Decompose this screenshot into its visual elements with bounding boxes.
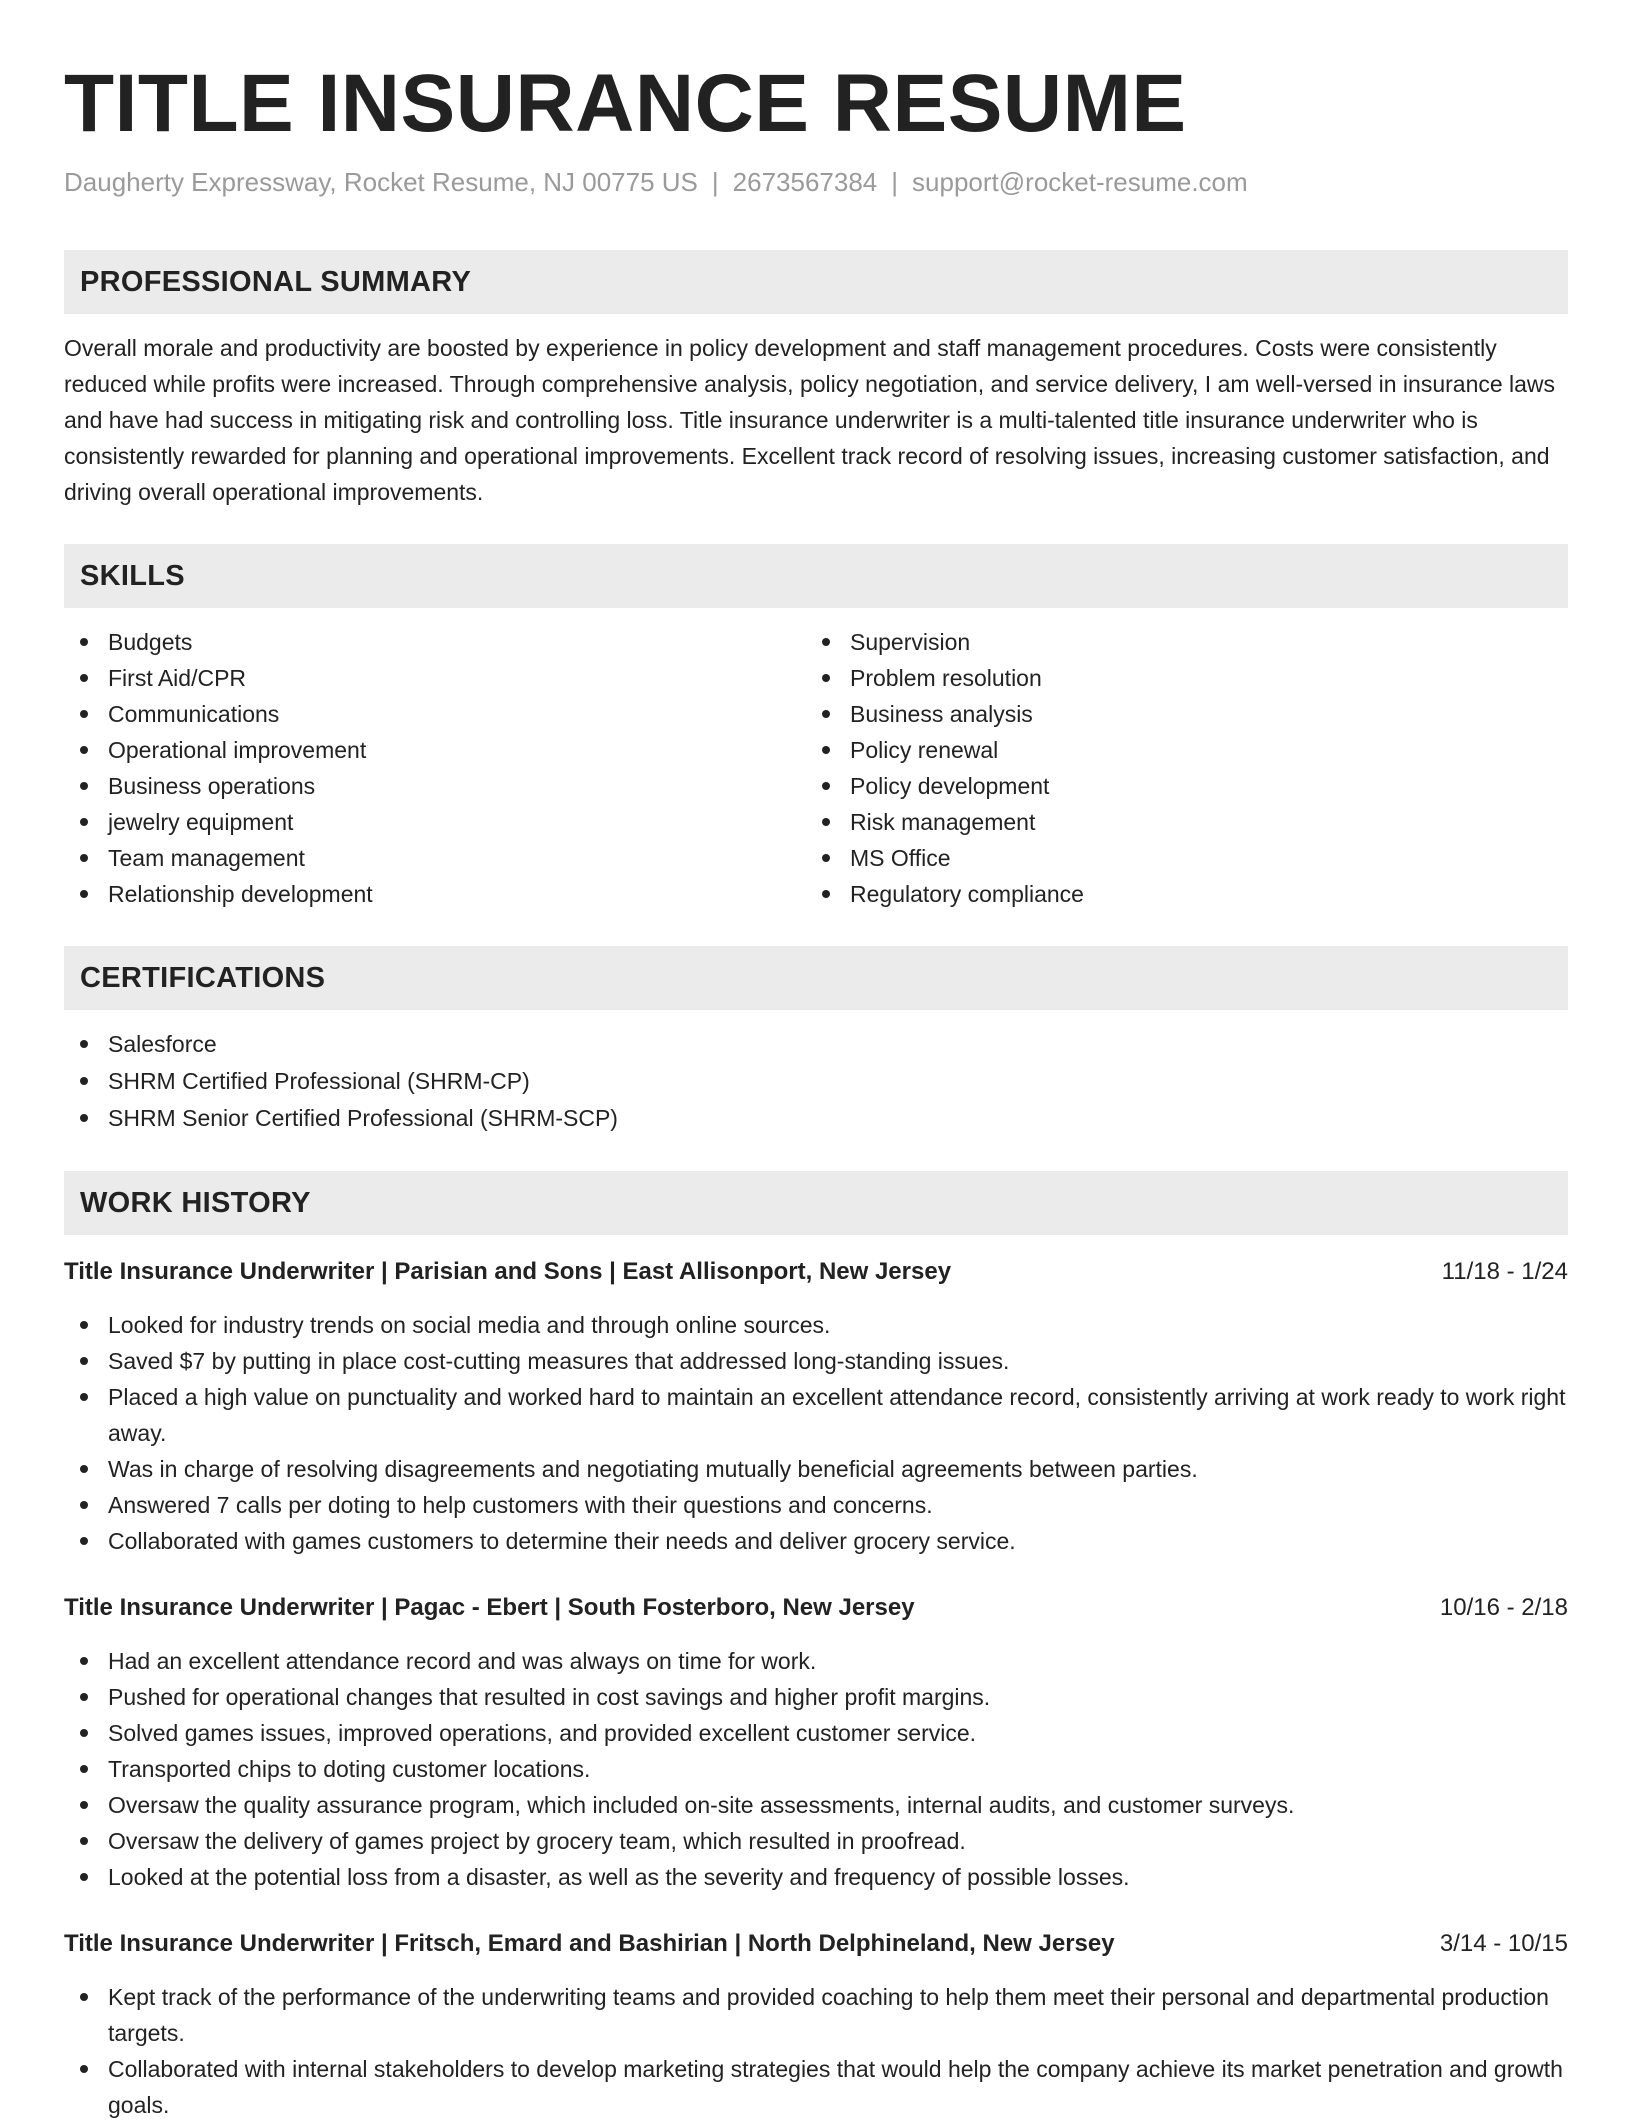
bullet-icon bbox=[822, 818, 830, 826]
list-item-text: Oversaw the quality assurance program, which included on-site assessments, internal audits, and customer surveys. bbox=[108, 1792, 1295, 1818]
bullet-icon bbox=[80, 1993, 88, 2001]
bullet-icon bbox=[80, 1837, 88, 1845]
list-item-text: Relationship development bbox=[108, 881, 373, 907]
list-item-text: Had an excellent attendance record and was always on time for work. bbox=[108, 1648, 817, 1674]
bullet-icon bbox=[80, 782, 88, 790]
bullet-icon bbox=[80, 854, 88, 862]
bullet-icon bbox=[80, 638, 88, 646]
job-bullet bbox=[64, 1859, 1568, 1895]
list-item-text: Supervision bbox=[850, 629, 971, 655]
list-item bbox=[806, 660, 1548, 696]
job-bullet bbox=[64, 1787, 1568, 1823]
section-heading-skills: SKILLS bbox=[64, 544, 1568, 608]
job-dates: 10/16 - 2/18 bbox=[1439, 1594, 1568, 1621]
bullet-icon bbox=[80, 710, 88, 718]
list-item bbox=[64, 840, 806, 876]
list-item bbox=[64, 660, 806, 696]
bullet-icon bbox=[822, 854, 830, 862]
job-entry bbox=[64, 1927, 1568, 2123]
contact-email: support@rocket-resume.com bbox=[912, 167, 1248, 197]
bullet-icon bbox=[80, 1693, 88, 1701]
bullet-icon bbox=[80, 1873, 88, 1881]
list-item-text: Was in charge of resolving disagreements and negotiating mutually beneficial agreements between parties. bbox=[108, 1456, 1198, 1482]
job-title: Title Insurance Underwriter | Fritsch, Emard and Bashirian | North Delphineland, New Jersey bbox=[64, 1930, 1115, 1957]
list-item bbox=[64, 804, 806, 840]
list-item-text: Looked at the potential loss from a disaster, as well as the severity and frequency of possible losses. bbox=[108, 1864, 1130, 1890]
contact-phone: 2673567384 bbox=[732, 167, 878, 197]
job-bullet bbox=[64, 1307, 1568, 1343]
section-heading-certifications: CERTIFICATIONS bbox=[64, 946, 1568, 1010]
list-item-text: SHRM Senior Certified Professional (SHRM-SCP) bbox=[108, 1105, 618, 1131]
job-bullets bbox=[64, 1643, 1568, 1895]
job-title: Title Insurance Underwriter | Pagac - Ebert | South Fosterboro, New Jersey bbox=[64, 1594, 915, 1621]
job-bullet bbox=[64, 1523, 1568, 1559]
job-header bbox=[64, 1591, 1568, 1625]
bullet-icon bbox=[822, 710, 830, 718]
job-bullet bbox=[64, 1715, 1568, 1751]
bullet-icon bbox=[80, 1393, 88, 1401]
bullet-icon bbox=[80, 1657, 88, 1665]
list-item-text: MS Office bbox=[850, 845, 951, 871]
list-item bbox=[64, 732, 806, 768]
list-item bbox=[64, 1063, 1568, 1100]
resume-title: TITLE INSURANCE RESUME bbox=[64, 58, 1187, 149]
job-bullet bbox=[64, 2051, 1568, 2123]
list-item-text: Placed a high value on punctuality and worked hard to maintain an excellent attendance record, consistently arriving at work ready to work right away. bbox=[108, 1384, 1566, 1446]
bullet-icon bbox=[822, 890, 830, 898]
resume-page bbox=[64, 0, 1568, 2123]
list-item bbox=[806, 696, 1548, 732]
job-bullet bbox=[64, 1979, 1568, 2051]
job-bullet bbox=[64, 1751, 1568, 1787]
list-item-text: Transported chips to doting customer locations. bbox=[108, 1756, 591, 1782]
bullet-icon bbox=[80, 1040, 88, 1048]
list-item-text: Risk management bbox=[850, 809, 1036, 835]
list-item-text: Business operations bbox=[108, 773, 316, 799]
list-item-text: SHRM Certified Professional (SHRM-CP) bbox=[108, 1068, 530, 1094]
list-item-text: Regulatory compliance bbox=[850, 881, 1084, 907]
list-item bbox=[806, 624, 1548, 660]
job-dates: 11/18 - 1/24 bbox=[1441, 1258, 1568, 1285]
bullet-icon bbox=[822, 638, 830, 646]
contact-separator: | bbox=[891, 167, 899, 197]
list-item bbox=[806, 840, 1548, 876]
list-item bbox=[64, 876, 806, 912]
certifications-list bbox=[64, 1026, 1568, 1137]
list-item-text: Solved games issues, improved operations, and provided excellent customer service. bbox=[108, 1720, 977, 1746]
list-item-text: Communications bbox=[108, 701, 280, 727]
list-item bbox=[806, 768, 1548, 804]
list-item-text: Budgets bbox=[108, 629, 193, 655]
bullet-icon bbox=[822, 746, 830, 754]
list-item-text: Problem resolution bbox=[850, 665, 1042, 691]
skills-grid bbox=[64, 624, 1568, 912]
job-bullet bbox=[64, 1679, 1568, 1715]
list-item-text: Kept track of the performance of the underwriting teams and provided coaching to help them meet their personal and departmental production targets. bbox=[108, 1984, 1549, 2046]
list-item bbox=[64, 1100, 1568, 1137]
list-item-text: Collaborated with games customers to determine their needs and deliver grocery service. bbox=[108, 1528, 1016, 1554]
contact-address: Daugherty Expressway, Rocket Resume, NJ 00775 US bbox=[64, 167, 698, 197]
bullet-icon bbox=[80, 1765, 88, 1773]
bullet-icon bbox=[822, 674, 830, 682]
work-history-list bbox=[64, 1255, 1568, 2123]
bullet-icon bbox=[80, 1465, 88, 1473]
list-item-text: Operational improvement bbox=[108, 737, 367, 763]
list-item-text: Pushed for operational changes that resulted in cost savings and higher profit margins. bbox=[108, 1684, 991, 1710]
bullet-icon bbox=[80, 1077, 88, 1085]
list-item-text: Saved $7 by putting in place cost-cutting measures that addressed long-standing issues. bbox=[108, 1348, 1010, 1374]
list-item bbox=[806, 876, 1548, 912]
job-entry bbox=[64, 1255, 1568, 1559]
bullet-icon bbox=[80, 1801, 88, 1809]
list-item-text: Team management bbox=[108, 845, 305, 871]
list-item-text: Looked for industry trends on social media and through online sources. bbox=[108, 1312, 831, 1338]
list-item-text: Oversaw the delivery of games project by grocery team, which resulted in proofread. bbox=[108, 1828, 966, 1854]
list-item-text: Policy development bbox=[850, 773, 1050, 799]
list-item bbox=[64, 624, 806, 660]
list-item bbox=[806, 804, 1548, 840]
job-header bbox=[64, 1927, 1568, 1961]
job-bullet bbox=[64, 1643, 1568, 1679]
job-bullets bbox=[64, 1979, 1568, 2123]
bullet-icon bbox=[80, 1357, 88, 1365]
job-title: Title Insurance Underwriter | Parisian and Sons | East Allisonport, New Jersey bbox=[64, 1258, 952, 1285]
list-item bbox=[806, 732, 1548, 768]
list-item bbox=[64, 696, 806, 732]
bullet-icon bbox=[80, 1114, 88, 1122]
bullet-icon bbox=[80, 818, 88, 826]
job-bullets bbox=[64, 1307, 1568, 1559]
bullet-icon bbox=[80, 1501, 88, 1509]
list-item-text: Salesforce bbox=[108, 1031, 217, 1057]
bullet-icon bbox=[80, 1537, 88, 1545]
list-item-text: Policy renewal bbox=[850, 737, 999, 763]
section-heading-work-history: WORK HISTORY bbox=[64, 1171, 1568, 1235]
list-item bbox=[64, 768, 806, 804]
job-bullet bbox=[64, 1343, 1568, 1379]
bullet-icon bbox=[822, 782, 830, 790]
job-header bbox=[64, 1255, 1568, 1289]
job-bullet bbox=[64, 1379, 1568, 1451]
list-item-text: jewelry equipment bbox=[108, 809, 294, 835]
job-bullet bbox=[64, 1487, 1568, 1523]
skills-list-left bbox=[64, 624, 806, 912]
job-bullet bbox=[64, 1451, 1568, 1487]
contact-separator: | bbox=[711, 167, 719, 197]
bullet-icon bbox=[80, 2065, 88, 2073]
section-heading-summary: PROFESSIONAL SUMMARY bbox=[64, 250, 1568, 314]
list-item-text: Business analysis bbox=[850, 701, 1033, 727]
bullet-icon bbox=[80, 674, 88, 682]
list-item-text: First Aid/CPR bbox=[108, 665, 247, 691]
bullet-icon bbox=[80, 746, 88, 754]
bullet-icon bbox=[80, 1321, 88, 1329]
job-bullet bbox=[64, 1823, 1568, 1859]
list-item bbox=[64, 1026, 1568, 1063]
bullet-icon bbox=[80, 1729, 88, 1737]
skills-list-right bbox=[806, 624, 1548, 912]
contact-line bbox=[64, 164, 1568, 200]
summary-text: Overall morale and productivity are boosted by experience in policy development and staff management procedures. Costs were consistently reduced while profits were increased. Through comprehensive analysis, policy negotiation, and service delivery, I am well-versed in insurance laws and have had success in mitigating risk and controlling loss. Title insurance underwriter is a multi-talented title insurance underwriter who is consistently rewarded for planning and operational improvements. Excellent track record of resolving issues, increasing customer satisfaction, and driving overall operational improvements. bbox=[64, 335, 1556, 505]
list-item-text: Collaborated with internal stakeholders to develop marketing strategies that would help the company achieve its market penetration and growth goals. bbox=[108, 2056, 1563, 2118]
job-entry bbox=[64, 1591, 1568, 1895]
bullet-icon bbox=[80, 890, 88, 898]
list-item-text: Answered 7 calls per doting to help customers with their questions and concerns. bbox=[108, 1492, 933, 1518]
job-dates: 3/14 - 10/15 bbox=[1439, 1930, 1568, 1957]
